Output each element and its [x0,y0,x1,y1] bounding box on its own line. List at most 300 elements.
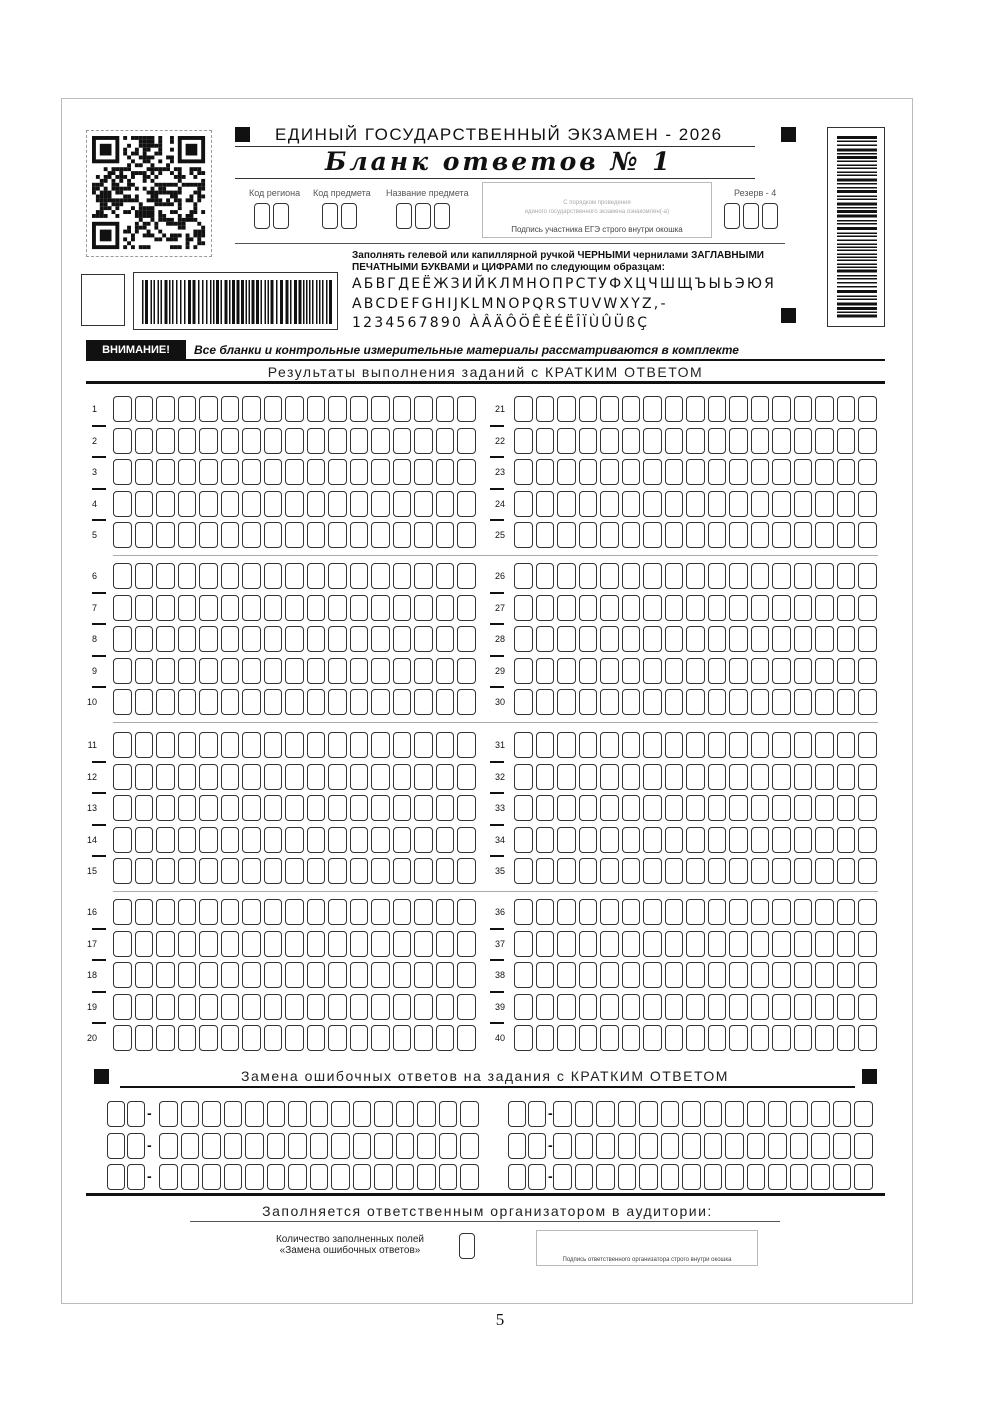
answer-cell[interactable] [436,931,455,957]
answer-cell[interactable] [199,764,218,790]
replacement-answer-cell[interactable] [374,1164,393,1190]
answer-cell[interactable] [622,459,641,485]
answer-cell[interactable] [199,931,218,957]
answer-cell[interactable] [350,396,369,422]
replacement-answer-cell[interactable] [575,1133,594,1159]
answer-cell[interactable] [622,827,641,853]
answer-cell[interactable] [113,858,132,884]
answer-cell[interactable] [600,858,619,884]
answer-cell[interactable] [729,595,748,621]
answer-cell[interactable] [837,962,856,988]
answer-cell[interactable] [772,689,791,715]
answer-cell[interactable] [708,689,727,715]
answer-cell[interactable] [414,931,433,957]
answer-cell[interactable] [794,795,813,821]
answer-cell[interactable] [457,858,476,884]
answer-cell[interactable] [708,658,727,684]
answer-cell[interactable] [350,522,369,548]
answer-cell[interactable] [686,858,705,884]
answer-cell[interactable] [729,732,748,758]
answer-cell[interactable] [242,626,261,652]
replacement-answer-cell[interactable] [704,1133,723,1159]
replacement-answer-cell[interactable] [682,1164,701,1190]
answer-cell[interactable] [622,522,641,548]
answer-cell[interactable] [622,428,641,454]
answer-cell[interactable] [837,732,856,758]
answer-cell[interactable] [350,931,369,957]
answer-cell[interactable] [436,899,455,925]
answer-cell[interactable] [600,658,619,684]
answer-cell[interactable] [536,764,555,790]
answer-cell[interactable] [729,931,748,957]
answer-cell[interactable] [393,428,412,454]
answer-cell[interactable] [436,595,455,621]
answer-cell[interactable] [350,899,369,925]
answer-cell[interactable] [414,827,433,853]
answer-cell[interactable] [178,827,197,853]
replacement-answer-cell[interactable] [374,1101,393,1127]
replacement-answer-cell[interactable] [790,1101,809,1127]
answer-cell[interactable] [557,689,576,715]
answer-cell[interactable] [113,962,132,988]
answer-cell[interactable] [307,396,326,422]
answer-cell[interactable] [307,962,326,988]
replacement-answer-cell[interactable] [682,1101,701,1127]
answer-cell[interactable] [794,459,813,485]
answer-cell[interactable] [557,626,576,652]
replacement-answer-cell[interactable] [768,1133,787,1159]
answer-cell[interactable] [557,459,576,485]
answer-cell[interactable] [436,396,455,422]
answer-cell[interactable] [837,563,856,589]
replacement-answer-cell[interactable] [374,1133,393,1159]
answer-cell[interactable] [837,931,856,957]
answer-cell[interactable] [858,931,877,957]
replacement-answer-cell[interactable] [575,1101,594,1127]
answer-cell[interactable] [457,396,476,422]
answer-cell[interactable] [285,491,304,517]
answer-cell[interactable] [436,732,455,758]
answer-cell[interactable] [199,994,218,1020]
answer-cell[interactable] [221,626,240,652]
answer-cell[interactable] [178,563,197,589]
answer-cell[interactable] [729,858,748,884]
replacement-answer-cell[interactable] [460,1101,479,1127]
answer-cell[interactable] [815,626,834,652]
answer-cell[interactable] [536,563,555,589]
answer-cell[interactable] [436,626,455,652]
answer-cell[interactable] [514,522,533,548]
answer-cell[interactable] [457,962,476,988]
replacement-answer-cell[interactable] [790,1164,809,1190]
answer-cell[interactable] [794,396,813,422]
answer-cell[interactable] [436,563,455,589]
answer-cell[interactable] [794,994,813,1020]
answer-cell[interactable] [113,522,132,548]
answer-cell[interactable] [156,522,175,548]
answer-cell[interactable] [178,795,197,821]
answer-cell[interactable] [514,994,533,1020]
replacement-answer-cell[interactable] [331,1101,350,1127]
replacement-answer-cell[interactable] [704,1164,723,1190]
answer-cell[interactable] [285,563,304,589]
answer-cell[interactable] [221,658,240,684]
replacement-answer-cell[interactable] [417,1101,436,1127]
answer-cell[interactable] [457,563,476,589]
answer-cell[interactable] [837,994,856,1020]
answer-cell[interactable] [371,795,390,821]
answer-cell[interactable] [643,689,662,715]
replacement-answer-cell[interactable] [202,1101,221,1127]
answer-cell[interactable] [436,1025,455,1051]
answer-cell[interactable] [285,459,304,485]
answer-cell[interactable] [414,1025,433,1051]
answer-cell[interactable] [815,491,834,517]
answer-cell[interactable] [371,994,390,1020]
answer-cell[interactable] [665,459,684,485]
answer-cell[interactable] [579,522,598,548]
answer-cell[interactable] [135,428,154,454]
answer-cell[interactable] [858,732,877,758]
answer-cell[interactable] [414,689,433,715]
replacement-answer-cell[interactable] [439,1164,458,1190]
answer-cell[interactable] [350,994,369,1020]
answer-cell[interactable] [815,595,834,621]
answer-cell[interactable] [113,795,132,821]
answer-cell[interactable] [113,626,132,652]
answer-cell[interactable] [285,858,304,884]
answer-cell[interactable] [242,459,261,485]
answer-cell[interactable] [557,764,576,790]
answer-cell[interactable] [536,858,555,884]
replacement-answer-cell[interactable] [396,1133,415,1159]
replacement-task-cell[interactable] [107,1101,125,1127]
answer-cell[interactable] [729,994,748,1020]
answer-cell[interactable] [371,764,390,790]
answer-cell[interactable] [199,459,218,485]
answer-cell[interactable] [794,962,813,988]
answer-cell[interactable] [264,994,283,1020]
answer-cell[interactable] [686,764,705,790]
answer-cell[interactable] [600,795,619,821]
answer-cell[interactable] [393,658,412,684]
answer-cell[interactable] [643,732,662,758]
answer-cell[interactable] [221,563,240,589]
answer-cell[interactable] [113,563,132,589]
answer-cell[interactable] [199,563,218,589]
replacement-answer-cell[interactable] [811,1101,830,1127]
replacement-answer-cell[interactable] [682,1133,701,1159]
replacement-answer-cell[interactable] [460,1164,479,1190]
answer-cell[interactable] [135,1025,154,1051]
answer-cell[interactable] [371,428,390,454]
answer-cell[interactable] [199,795,218,821]
replacement-task-cell[interactable] [508,1133,526,1159]
answer-cell[interactable] [436,522,455,548]
answer-cell[interactable] [665,795,684,821]
replacement-answer-cell[interactable] [353,1133,372,1159]
answer-cell[interactable] [686,396,705,422]
answer-cell[interactable] [178,459,197,485]
answer-cell[interactable] [729,563,748,589]
answer-cell[interactable] [557,595,576,621]
answer-cell[interactable] [113,899,132,925]
answer-cell[interactable] [579,459,598,485]
answer-cell[interactable] [307,795,326,821]
answer-cell[interactable] [729,689,748,715]
answer-cell[interactable] [772,732,791,758]
replacement-answer-cell[interactable] [439,1133,458,1159]
answer-cell[interactable] [156,795,175,821]
answer-cell[interactable] [113,689,132,715]
answer-cell[interactable] [350,658,369,684]
answer-cell[interactable] [135,491,154,517]
replacement-answer-cell[interactable] [704,1101,723,1127]
replacement-answer-cell[interactable] [553,1101,572,1127]
answer-cell[interactable] [221,764,240,790]
answer-cell[interactable] [514,1025,533,1051]
answer-cell[interactable] [350,563,369,589]
answer-cell[interactable] [135,994,154,1020]
answer-cell[interactable] [328,522,347,548]
answer-cell[interactable] [514,491,533,517]
answer-cell[interactable] [371,827,390,853]
answer-cell[interactable] [328,899,347,925]
answer-cell[interactable] [414,428,433,454]
answer-cell[interactable] [328,994,347,1020]
answer-cell[interactable] [557,428,576,454]
answer-cell[interactable] [751,658,770,684]
answer-cell[interactable] [600,459,619,485]
answer-cell[interactable] [837,396,856,422]
replacement-answer-cell[interactable] [725,1101,744,1127]
replacement-answer-cell[interactable] [618,1101,637,1127]
answer-cell[interactable] [414,994,433,1020]
answer-cell[interactable] [815,658,834,684]
replacement-answer-cell[interactable] [747,1164,766,1190]
answer-cell[interactable] [371,595,390,621]
answer-cell[interactable] [579,1025,598,1051]
answer-cell[interactable] [536,658,555,684]
answer-cell[interactable] [178,522,197,548]
answer-cell[interactable] [837,899,856,925]
answer-cell[interactable] [264,689,283,715]
answer-cell[interactable] [600,732,619,758]
answer-cell[interactable] [579,858,598,884]
answer-cell[interactable] [557,491,576,517]
answer-cell[interactable] [307,459,326,485]
replacement-answer-cell[interactable] [181,1101,200,1127]
answer-cell[interactable] [643,522,662,548]
answer-cell[interactable] [135,858,154,884]
answer-cell[interactable] [135,689,154,715]
answer-cell[interactable] [536,1025,555,1051]
answer-cell[interactable] [393,459,412,485]
answer-cell[interactable] [729,491,748,517]
answer-cell[interactable] [371,459,390,485]
answer-cell[interactable] [579,962,598,988]
answer-cell[interactable] [199,626,218,652]
answer-cell[interactable] [436,764,455,790]
answer-cell[interactable] [708,962,727,988]
answer-cell[interactable] [285,764,304,790]
answer-cell[interactable] [457,428,476,454]
answer-cell[interactable] [794,595,813,621]
answer-cell[interactable] [328,459,347,485]
answer-cell[interactable] [328,1025,347,1051]
organizer-signature-box[interactable] [536,1230,758,1266]
answer-cell[interactable] [156,732,175,758]
answer-cell[interactable] [557,994,576,1020]
answer-cell[interactable] [579,658,598,684]
answer-cell[interactable] [156,428,175,454]
replacement-answer-cell[interactable] [553,1164,572,1190]
answer-cell[interactable] [457,827,476,853]
answer-cell[interactable] [414,858,433,884]
answer-cell[interactable] [837,428,856,454]
answer-cell[interactable] [199,595,218,621]
answer-cell[interactable] [858,795,877,821]
replacement-task-cell[interactable] [127,1101,145,1127]
answer-cell[interactable] [393,931,412,957]
answer-cell[interactable] [393,522,412,548]
answer-cell[interactable] [264,1025,283,1051]
answer-cell[interactable] [729,764,748,790]
answer-cell[interactable] [221,689,240,715]
answer-cell[interactable] [285,428,304,454]
replacement-answer-cell[interactable] [747,1101,766,1127]
answer-cell[interactable] [178,428,197,454]
answer-cell[interactable] [178,689,197,715]
answer-cell[interactable] [264,795,283,821]
answer-cell[interactable] [307,626,326,652]
answer-cell[interactable] [686,459,705,485]
answer-cell[interactable] [242,962,261,988]
answer-cell[interactable] [264,732,283,758]
answer-cell[interactable] [751,899,770,925]
answer-cell[interactable] [436,827,455,853]
answer-cell[interactable] [600,994,619,1020]
answer-cell[interactable] [178,626,197,652]
replacement-answer-cell[interactable] [661,1164,680,1190]
replacement-answer-cell[interactable] [267,1101,286,1127]
answer-cell[interactable] [665,858,684,884]
answer-cell[interactable] [113,396,132,422]
answer-cell[interactable] [285,931,304,957]
answer-cell[interactable] [285,522,304,548]
answer-cell[interactable] [242,994,261,1020]
answer-cell[interactable] [751,931,770,957]
answer-cell[interactable] [557,732,576,758]
replacement-answer-cell[interactable] [768,1164,787,1190]
answer-cell[interactable] [837,858,856,884]
answer-cell[interactable] [665,491,684,517]
answer-cell[interactable] [794,428,813,454]
replacement-answer-cell[interactable] [245,1164,264,1190]
answer-cell[interactable] [837,595,856,621]
answer-cell[interactable] [350,1025,369,1051]
answer-cell[interactable] [135,563,154,589]
replacement-task-cell[interactable] [508,1164,526,1190]
answer-cell[interactable] [579,899,598,925]
answer-cell[interactable] [579,795,598,821]
answer-cell[interactable] [393,858,412,884]
answer-cell[interactable] [751,1025,770,1051]
answer-cell[interactable] [858,563,877,589]
replacement-task-cell[interactable] [107,1133,125,1159]
answer-cell[interactable] [156,962,175,988]
answer-cell[interactable] [729,795,748,821]
replacement-answer-cell[interactable] [417,1164,436,1190]
replacement-answer-cell[interactable] [288,1133,307,1159]
replacement-answer-cell[interactable] [854,1101,873,1127]
replacement-answer-cell[interactable] [575,1164,594,1190]
answer-cell[interactable] [457,689,476,715]
answer-cell[interactable] [242,396,261,422]
answer-cell[interactable] [536,931,555,957]
answer-cell[interactable] [600,1025,619,1051]
answer-cell[interactable] [643,491,662,517]
answer-cell[interactable] [665,931,684,957]
answer-cell[interactable] [350,732,369,758]
answer-cell[interactable] [307,563,326,589]
answer-cell[interactable] [178,595,197,621]
replacement-answer-cell[interactable] [661,1133,680,1159]
answer-cell[interactable] [221,491,240,517]
answer-cell[interactable] [264,931,283,957]
answer-cell[interactable] [772,428,791,454]
answer-cell[interactable] [643,428,662,454]
answer-cell[interactable] [221,962,240,988]
replacement-answer-cell[interactable] [159,1133,178,1159]
replacement-answer-cell[interactable] [159,1101,178,1127]
replacement-task-cell[interactable] [528,1164,546,1190]
answer-cell[interactable] [837,827,856,853]
answer-cell[interactable] [350,595,369,621]
answer-cell[interactable] [858,994,877,1020]
answer-cell[interactable] [686,689,705,715]
answer-cell[interactable] [837,626,856,652]
answer-cell[interactable] [643,396,662,422]
answer-cell[interactable] [600,595,619,621]
replacement-answer-cell[interactable] [288,1164,307,1190]
answer-cell[interactable] [514,732,533,758]
answer-cell[interactable] [457,764,476,790]
answer-cell[interactable] [772,563,791,589]
answer-cell[interactable] [457,1025,476,1051]
replacement-answer-cell[interactable] [661,1101,680,1127]
answer-cell[interactable] [264,899,283,925]
answer-cell[interactable] [135,764,154,790]
answer-cell[interactable] [328,491,347,517]
answer-cell[interactable] [393,732,412,758]
answer-cell[interactable] [815,522,834,548]
answer-cell[interactable] [665,626,684,652]
answer-cell[interactable] [350,428,369,454]
answer-cell[interactable] [221,396,240,422]
answer-cell[interactable] [285,899,304,925]
answer-cell[interactable] [858,1025,877,1051]
answer-cell[interactable] [708,1025,727,1051]
answer-cell[interactable] [242,732,261,758]
answer-cell[interactable] [436,428,455,454]
answer-cell[interactable] [686,795,705,821]
answer-cell[interactable] [536,994,555,1020]
answer-cell[interactable] [307,931,326,957]
answer-cell[interactable] [858,827,877,853]
answer-cell[interactable] [729,962,748,988]
answer-cell[interactable] [199,491,218,517]
